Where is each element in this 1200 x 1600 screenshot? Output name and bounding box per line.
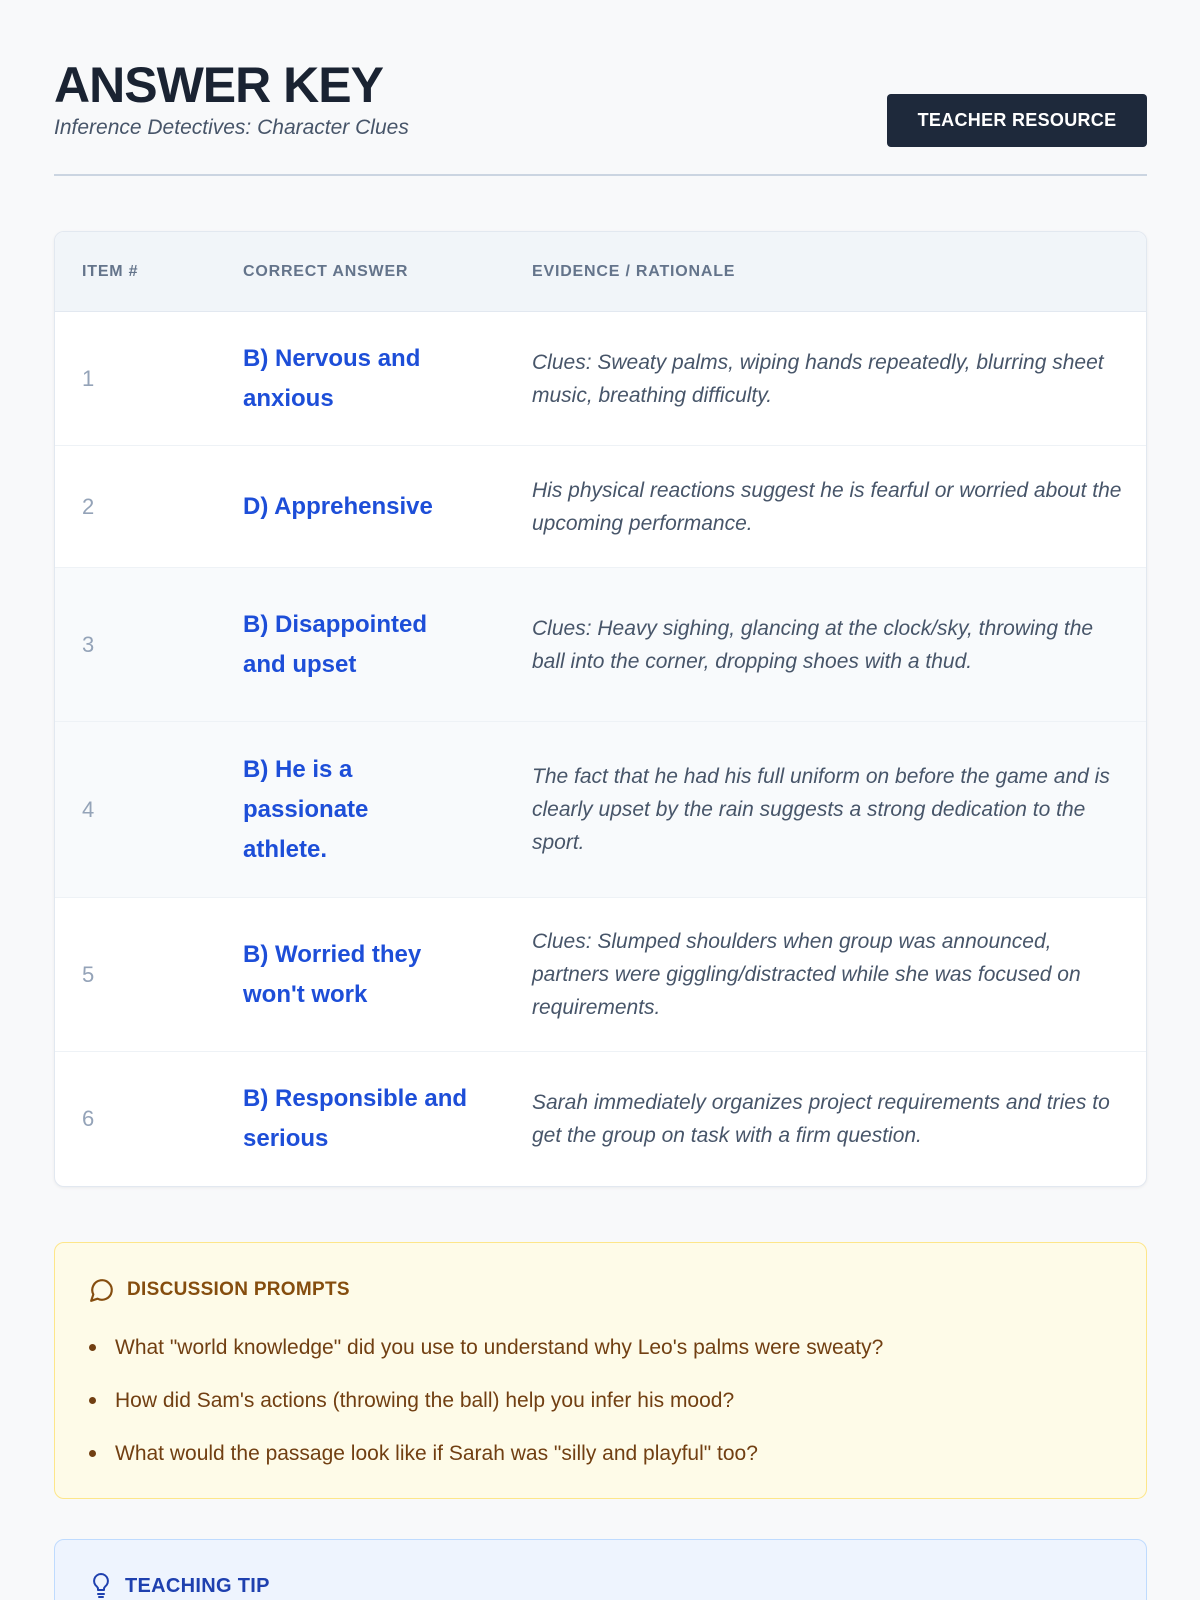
correct-answer: B) He is a passionate athlete.: [243, 755, 369, 863]
tip-title: TEACHING TIP: [125, 1574, 270, 1597]
discussion-prompt: What would the passage look like if Sarah was "silly and playful" too?: [115, 1441, 758, 1465]
discussion-prompts-box: [54, 1242, 1147, 1499]
chat-bubble-icon: [89, 1277, 115, 1303]
answer-table: [54, 231, 1147, 1187]
lightbulb-icon: [89, 1572, 113, 1600]
item-number: 4: [82, 796, 95, 822]
column-header-evidence: EVIDENCE / RATIONALE: [532, 263, 736, 280]
table-row: [55, 446, 1146, 568]
page-title: ANSWER KEY: [54, 57, 383, 113]
list-item: [89, 1321, 883, 1374]
column-header-item: ITEM #: [82, 263, 139, 280]
discussion-title: DISCUSSION PROMPTS: [127, 1279, 350, 1300]
bullet-dot: [89, 1397, 96, 1404]
answer-key-page: [54, 0, 1147, 1597]
bullet-dot: [89, 1450, 96, 1457]
item-number: 5: [82, 961, 95, 987]
page-header: [54, 0, 1147, 176]
evidence-text: Clues: Heavy sighing, glancing at the clock/sky, throwing the ball into the corner, dropping shoes with a thud.: [532, 616, 1094, 673]
tip-header: [89, 1572, 270, 1600]
teacher-resource-badge: TEACHER RESOURCE: [887, 94, 1147, 147]
correct-answer: B) Worried they won't work: [243, 940, 422, 1008]
table-row: [55, 898, 1146, 1052]
table-header: [55, 232, 1146, 312]
correct-answer: B) Responsible and serious: [243, 1085, 468, 1152]
correct-answer: D) Apprehensive: [243, 492, 433, 520]
item-number: 6: [82, 1106, 95, 1131]
discussion-header: [89, 1277, 350, 1303]
evidence-text: Clues: Sweaty palms, wiping hands repeatedly, blurring sheet music, breathing difficulty.: [532, 350, 1104, 407]
correct-answer: B) Disappointed and upset: [243, 610, 427, 678]
item-number: 2: [82, 493, 95, 519]
discussion-prompt: What "world knowledge" did you use to understand why Leo's palms were sweaty?: [115, 1335, 884, 1359]
table-row: [55, 568, 1146, 722]
discussion-list: [89, 1321, 883, 1480]
correct-answer: B) Nervous and anxious: [243, 344, 421, 412]
evidence-text: The fact that he had his full uniform on before the game and is clearly upset by the rain suggests a strong dedication to the sport.: [532, 765, 1110, 854]
list-item: [89, 1374, 883, 1427]
discussion-prompt: How did Sam's actions (throwing the ball) help you infer his mood?: [115, 1388, 735, 1412]
teaching-tip-box: [54, 1539, 1147, 1600]
page-subtitle: Inference Detectives: Character Clues: [54, 116, 409, 139]
item-number: 3: [82, 631, 95, 657]
table-row: [55, 312, 1146, 446]
table-row: [55, 722, 1146, 898]
evidence-text: His physical reactions suggest he is fearful or worried about the upcoming performance.: [532, 478, 1122, 535]
table-row: [55, 1052, 1146, 1186]
bullet-dot: [89, 1344, 96, 1351]
evidence-text: Clues: Slumped shoulders when group was announced, partners were giggling/distracted while she was focused on requirements.: [532, 930, 1081, 1019]
item-number: 1: [82, 365, 95, 391]
column-header-answer: CORRECT ANSWER: [243, 263, 409, 280]
list-item: [89, 1427, 883, 1480]
evidence-text: Sarah immediately organizes project requirements and tries to get the group on task with a firm question.: [532, 1091, 1110, 1147]
